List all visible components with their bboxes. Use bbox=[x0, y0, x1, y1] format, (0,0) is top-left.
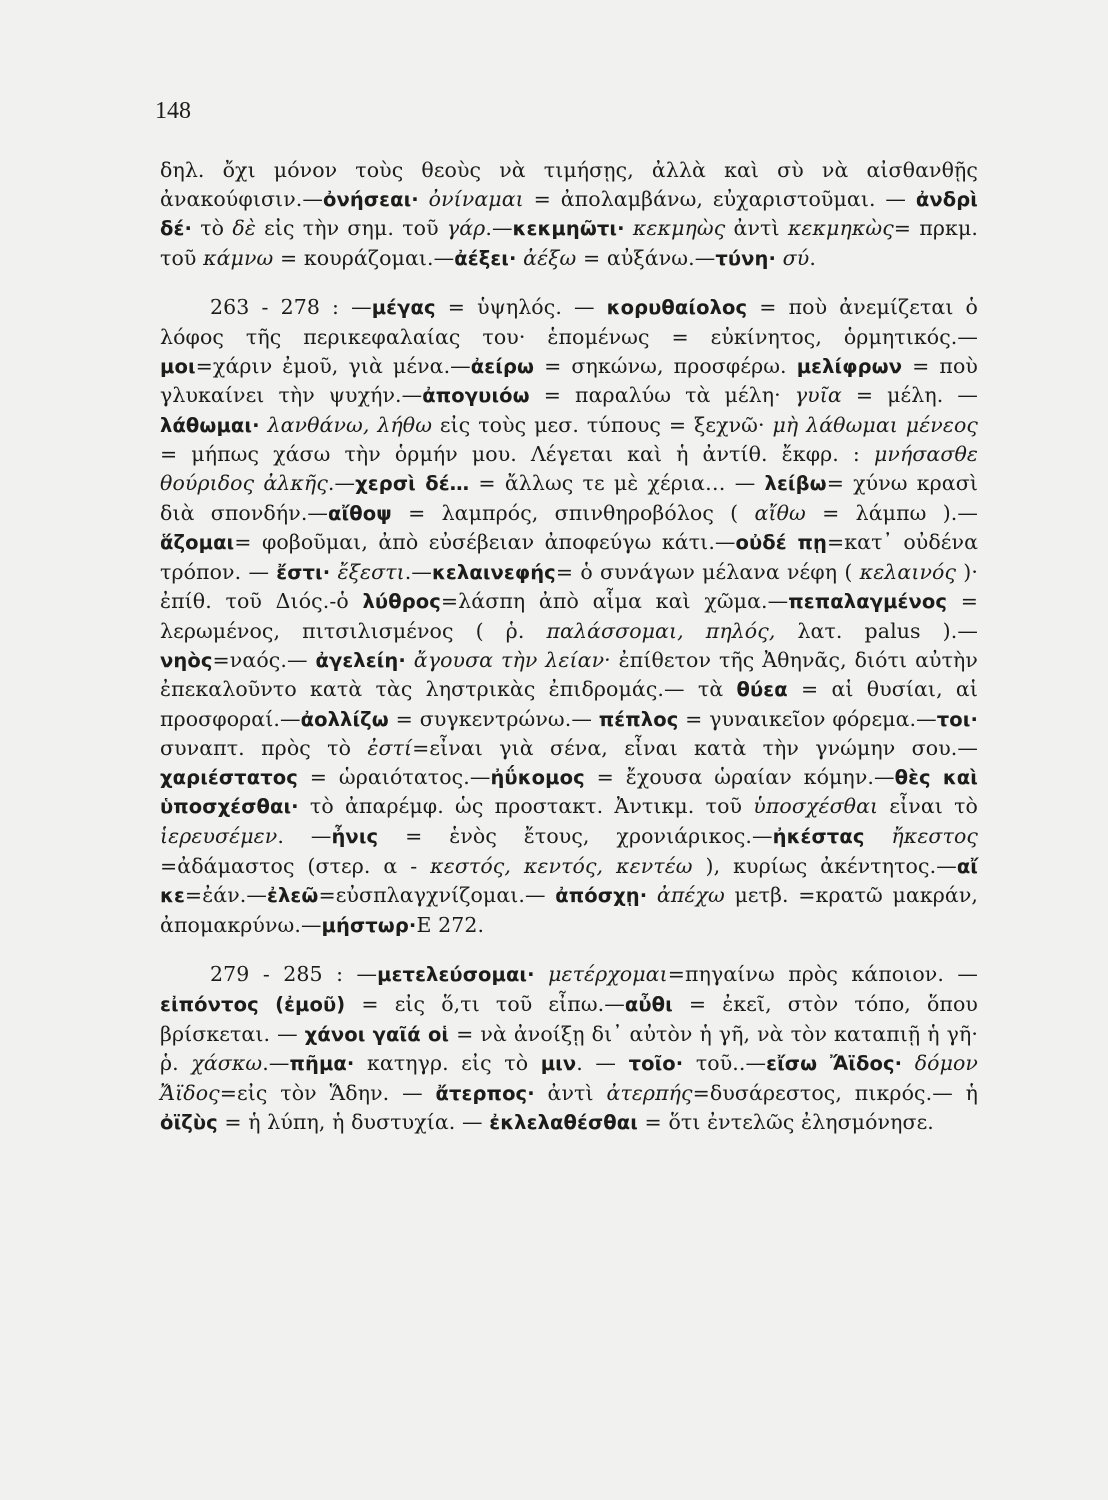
gloss-text: εἰς τὴν σημ. τοῦ bbox=[255, 216, 447, 241]
gloss-text: = ἑνὸς ἔτους, χρονιάρικος.— bbox=[378, 824, 773, 849]
gloss-text: συναπτ. πρὸς τὸ bbox=[160, 736, 368, 761]
headword: ἐλεῶ bbox=[267, 884, 319, 908]
gloss-text: ἀντὶ bbox=[725, 216, 788, 241]
commentary-text bbox=[160, 156, 978, 1138]
headword: ἠΰκομος bbox=[490, 765, 585, 789]
gloss-text: = χύνω κρασὶ διὰ σπονδήν.— bbox=[160, 470, 978, 525]
gloss-text: = ποὺ γλυκαίνει τὴν ψυχήν.— bbox=[160, 353, 978, 408]
headword: ἦνις bbox=[331, 825, 379, 849]
gloss-text: λατ. palus ).— bbox=[775, 618, 978, 643]
headword: πῆμα· bbox=[289, 1052, 355, 1076]
italic-term: χάσκω bbox=[191, 1051, 263, 1076]
italic-term: μὴ λάθωμαι μένεος bbox=[772, 412, 978, 437]
gloss-text: = σηκώνω, προσφέρω. bbox=[534, 353, 797, 378]
italic-term: ἄγουσα τὴν λείαν· bbox=[413, 647, 611, 672]
headword: ἀείρω bbox=[470, 354, 535, 378]
gloss-text: = νὰ ἀνοίξῃ δι᾽ αὐτὸν ἡ γῆ, νὰ τὸν καταπιῇ ἡ γῆ· ῥ. bbox=[160, 1021, 978, 1076]
gloss-text: =εὐσπλαγχνίζομαι.— bbox=[318, 883, 556, 908]
headword: μελίφρων bbox=[796, 354, 903, 378]
headword: λείβω bbox=[764, 471, 827, 495]
gloss-text: = φοβοῦμαι, ἀπὸ εὐσέβειαν ἀποφεύγω κάτι.— bbox=[234, 530, 736, 555]
italic-term: ἀπέχω bbox=[656, 883, 725, 908]
gloss-text: = ὁ συνάγων μέλανα νέφη ( bbox=[555, 559, 860, 584]
headword: οὐδέ πῃ bbox=[735, 531, 827, 555]
gloss-text: = αὐξάνω.— bbox=[576, 245, 716, 270]
headword: ἀγελείη· bbox=[315, 648, 406, 672]
gloss-text: Ε 272. bbox=[416, 912, 485, 937]
gloss-text bbox=[406, 648, 414, 672]
headword: ὀϊζὺς bbox=[160, 1111, 218, 1135]
gloss-text: =χάριν ἐμοῦ, γιὰ μένα.— bbox=[195, 353, 471, 378]
gloss-text: = μέλη. — bbox=[841, 383, 978, 408]
gloss-text: = εἰς ὅ,τι τοῦ εἶπω.— bbox=[345, 992, 625, 1017]
italic-term: παλάσσομαι, πηλός, bbox=[546, 618, 776, 643]
gloss-text: μετβ. =κρατῶ μακράν, ἀπομακρύνω.— bbox=[160, 883, 978, 937]
italic-term: κελαινός bbox=[859, 559, 957, 584]
gloss-text: =δυσάρεστος, πικρός.— ἡ bbox=[692, 1080, 978, 1105]
gloss-text: = αἱ θυσίαι, αἱ προσφοραί.— bbox=[160, 677, 978, 731]
headword: λάθωμαι· bbox=[160, 413, 260, 437]
gloss-text: = ἡ λύπη, ἡ δυστυχία. — bbox=[217, 1110, 490, 1135]
gloss-text: = ἀπολαμβάνω, εὐχαριστοῦμαι. — bbox=[523, 186, 916, 211]
headword: μοι bbox=[160, 354, 196, 378]
gloss-text: ἐπίθετον τῆς Ἀθηνᾶς, διότι αὐτὴν ἐπεκαλοῦντο κατὰ τὰς ληστρικὰς ἐπιδρομάς.— τὰ bbox=[160, 647, 978, 702]
gloss-text: = λαμπρός, σπινθηροβόλος ( bbox=[391, 500, 755, 525]
headword: μετελεύσομαι· bbox=[377, 963, 535, 987]
gloss-text: = ὡραιότατος.— bbox=[297, 764, 491, 789]
headword: λύθρος bbox=[362, 590, 441, 614]
headword: εἴσω Ἄϊδος· bbox=[766, 1052, 903, 1076]
headword: μήστωρ· bbox=[321, 913, 417, 937]
headword: κορυθαίολος bbox=[606, 296, 748, 320]
gloss-text: = λερωμένος, πιτσιλισμένος ( ῥ. bbox=[160, 589, 978, 643]
headword: κελαινεφής bbox=[431, 560, 556, 584]
gloss-text bbox=[647, 883, 657, 907]
gloss-text: = παραλύω τὰ μέλη· bbox=[529, 383, 795, 408]
gloss-text: = συγκεντρώνω.— bbox=[388, 706, 599, 731]
gloss-text: = ἐκεῖ, στὸν τόπο, ὅπου βρίσκεται. — bbox=[160, 992, 978, 1046]
gloss-text bbox=[902, 1051, 915, 1075]
gloss-text: = πρκμ. τοῦ bbox=[160, 216, 978, 270]
gloss-text: . — bbox=[277, 824, 332, 849]
headword: θύεα bbox=[736, 678, 788, 702]
gloss-text bbox=[419, 187, 429, 211]
headword: τύνη· bbox=[715, 246, 777, 270]
headword: πεπαλαγμένος bbox=[788, 590, 948, 614]
gloss-text: τοῦ..— bbox=[683, 1051, 767, 1076]
gloss-text: =πηγαίνω πρὸς κάποιον. — bbox=[667, 962, 978, 987]
gloss-text: 279 - 285 : — bbox=[210, 962, 378, 987]
paragraph-continuation bbox=[160, 156, 978, 273]
italic-term: μνήσασθε θούριδος ἀλκῆς bbox=[160, 442, 978, 495]
gloss-text: = μήπως χάσω τὴν ὁρμήν μου. Λέγεται καὶ ἡ ἀντίθ. ἔκφρ. : bbox=[160, 442, 874, 467]
gloss-text: =εἶναι γιὰ σένα, εἶναι κατὰ τὴν γνώμην σου.— bbox=[412, 736, 978, 761]
gloss-text bbox=[776, 246, 783, 270]
headword: ἀπογυιόω bbox=[422, 384, 530, 408]
italic-term: ἤκεστος bbox=[891, 824, 978, 849]
headword: χαριέστατος bbox=[160, 765, 298, 789]
gloss-text bbox=[260, 413, 268, 437]
paragraph-verses-263-278 bbox=[160, 293, 978, 940]
italic-term: σύ bbox=[782, 245, 810, 270]
gloss-text: τὸ ἀπαρέμφ. ὡς προστακτ. Ἀντικμ. τοῦ bbox=[298, 794, 754, 819]
headword: ἠκέστας bbox=[772, 825, 865, 849]
headword: αὖθι bbox=[624, 993, 673, 1017]
italic-term: ἀέξω bbox=[523, 245, 577, 270]
italic-term: ὀνίναμαι bbox=[428, 186, 524, 211]
headword: κεκμηῶτι· bbox=[512, 217, 625, 241]
gloss-text: = ἄλλως τε μὲ χέρια… — bbox=[469, 470, 765, 495]
gloss-text: .— bbox=[485, 216, 513, 241]
gloss-text: 263 - 278 : — bbox=[210, 295, 372, 320]
gloss-text: εἰς τοὺς μεσ. τύπους = ξεχνῶ· bbox=[432, 412, 773, 437]
headword: ἀέξει· bbox=[454, 246, 517, 270]
italic-term: κεκμηὼς bbox=[632, 216, 726, 241]
gloss-text: ), κυρίως ἀκέντητος.— bbox=[692, 853, 957, 878]
headword: τοι· bbox=[936, 707, 978, 731]
gloss-text: .— bbox=[262, 1051, 290, 1076]
gloss-text: =ἐάν.— bbox=[184, 883, 268, 908]
italic-term: κεστός, κεντός, κεντέω bbox=[430, 853, 693, 878]
headword: ἐκλελαθέσθαι bbox=[489, 1111, 638, 1135]
italic-term: δόμον Ἄϊδος bbox=[160, 1051, 978, 1105]
gloss-text: = ποὺ ἀνεμίζεται ὁ λόφος τῆς περικεφαλαίας του· ἑπομένως = εὐκίνητος, ὁρμητικός.— bbox=[160, 295, 978, 349]
gloss-text: .— bbox=[327, 470, 356, 495]
headword: αἴθοψ bbox=[328, 501, 392, 525]
headword: αἴ κε bbox=[160, 854, 979, 908]
italic-term: γυῖα bbox=[794, 383, 842, 408]
gloss-text: = ἔχουσα ὡραίαν κόμην.— bbox=[584, 764, 895, 789]
gloss-text bbox=[865, 824, 892, 848]
gloss-text: =εἰς τὸν Ἅδην. — bbox=[219, 1080, 436, 1105]
headword: τοῖο· bbox=[628, 1052, 684, 1076]
page-number: 148 bbox=[155, 98, 191, 124]
headword: ὀνήσεαι· bbox=[322, 187, 419, 211]
italic-term: κάμνω bbox=[203, 245, 274, 270]
gloss-text bbox=[625, 216, 633, 240]
italic-term: δὲ bbox=[232, 216, 256, 241]
gloss-text: = γυναικεῖον φόρεμα.— bbox=[678, 706, 937, 731]
paragraph-verses-279-285 bbox=[160, 960, 978, 1138]
italic-term: ὑποσχέσθαι bbox=[753, 794, 879, 819]
gloss-text: εἶναι τὸ bbox=[878, 794, 978, 819]
gloss-text bbox=[535, 962, 548, 986]
italic-term: γάρ bbox=[446, 216, 486, 241]
italic-term: αἴθω bbox=[754, 500, 806, 525]
italic-term: ἀτερπής bbox=[606, 1080, 693, 1105]
headword: ἄτερπος· bbox=[435, 1081, 535, 1105]
headword: ἔστι· bbox=[276, 560, 331, 584]
headword: θὲς καὶ ὑποσχέσθαι· bbox=[160, 765, 978, 819]
headword: ἀολλίζω bbox=[300, 707, 389, 731]
headword: χερσὶ δέ… bbox=[355, 471, 470, 495]
headword: μέγας bbox=[371, 296, 436, 320]
italic-term: ἱερευσέμεν bbox=[160, 824, 278, 849]
headword: μιν bbox=[540, 1052, 577, 1076]
gloss-text: =ἀδάμαστος (στερ. α - bbox=[160, 853, 431, 878]
headword: πέπλος bbox=[598, 707, 679, 731]
gloss-text: = κουράζομαι.— bbox=[273, 245, 455, 270]
gloss-text: )· ἐπίθ. τοῦ Διός.-ὁ bbox=[160, 559, 978, 614]
gloss-text: . — bbox=[576, 1051, 629, 1076]
gloss-text: τὸ bbox=[191, 216, 233, 241]
headword: νηὸς bbox=[160, 648, 213, 672]
gloss-text: =κατ᾽ οὐδένα τρόπον. — bbox=[160, 530, 979, 584]
italic-term: ἐστί bbox=[367, 736, 413, 761]
gloss-text: =λάσπη ἀπὸ αἷμα καὶ χῶμα.— bbox=[440, 589, 789, 614]
italic-term: κεκμηκὼς bbox=[787, 216, 894, 241]
headword: εἰπόντος (ἐμοῦ) bbox=[160, 993, 346, 1017]
gloss-text: κατηγρ. εἰς τὸ bbox=[354, 1051, 541, 1076]
gloss-text: .— bbox=[404, 559, 432, 584]
headword: χάνοι γαῖά οἱ bbox=[304, 1022, 450, 1046]
italic-term: ἔξεστι bbox=[337, 559, 405, 584]
headword: ἅζομαι bbox=[160, 531, 235, 555]
gloss-text: = ὑψηλός. — bbox=[435, 295, 607, 320]
gloss-text: =ναός.— bbox=[212, 647, 316, 672]
gloss-text: . bbox=[809, 245, 816, 270]
headword: ἀνδρὶ δέ· bbox=[160, 187, 978, 241]
gloss-text: = λάμπω ).— bbox=[805, 500, 979, 525]
italic-term: λανθάνω, λήθω bbox=[267, 412, 433, 437]
gloss-text: δηλ. ὄχι μόνον τοὺς θεοὺς νὰ τιμήσῃς, ἀλλὰ καὶ σὺ νὰ αἰσθανθῇς ἀνακούφισιν.— bbox=[160, 158, 978, 211]
italic-term: μετέρχομαι bbox=[548, 962, 668, 987]
gloss-text: = ὅτι ἐντελῶς ἐλησμόνησε. bbox=[637, 1110, 934, 1135]
headword: ἀπόσχῃ· bbox=[555, 884, 648, 908]
gloss-text: ἀντὶ bbox=[534, 1080, 607, 1105]
